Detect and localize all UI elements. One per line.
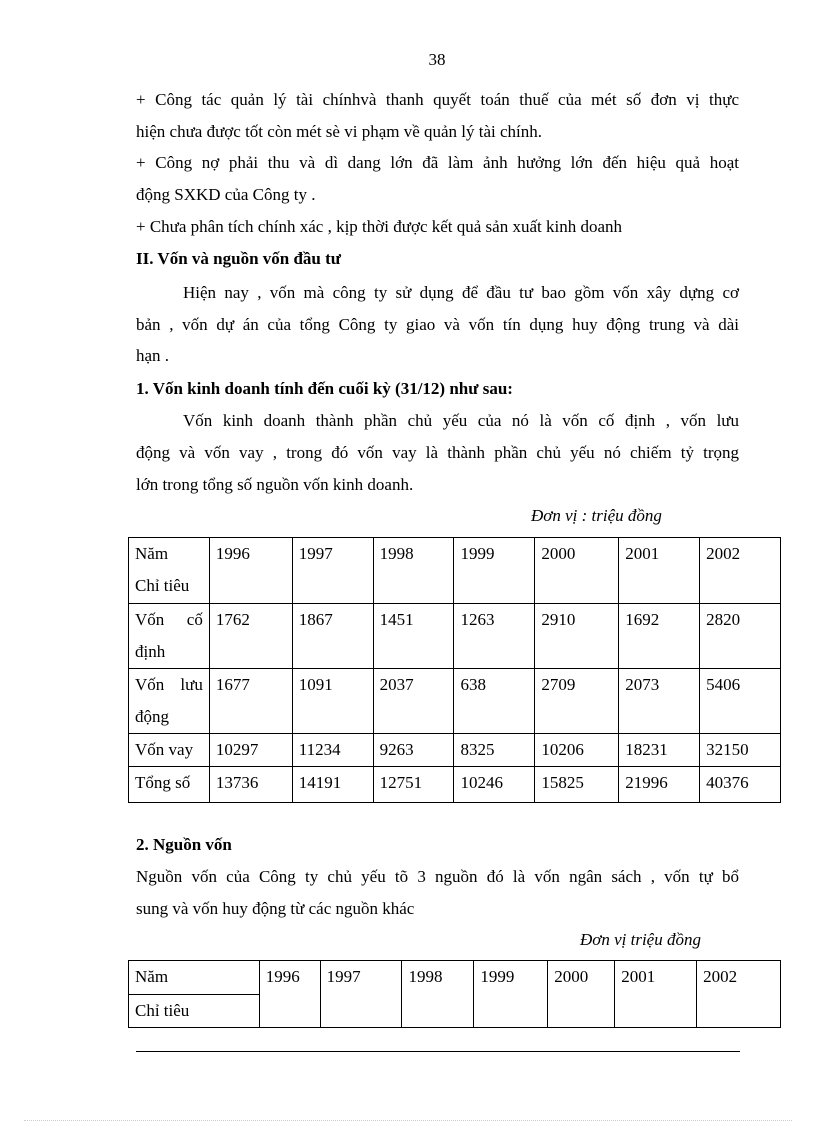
value-cell: 8325 [454,734,535,767]
row-label: Vốn vay [129,734,210,767]
value-cell: 15825 [535,767,619,803]
row-label [129,604,210,669]
paragraph-line: Hiện nay , vốn mà công ty sử dụng để đầu tư bao gồm vốn xây dựng cơ [183,283,739,302]
paragraph-line: bản , vốn dự án của tổng Công ty giao và vốn tín dụng huy động trung và dài [136,315,739,334]
header-indicator-label: Chỉ tiêu [129,995,260,1028]
paragraph-line: sung và vốn huy động từ các nguồn khác [136,899,415,918]
value-cell: 12751 [373,767,454,803]
section-heading: II. Vốn và nguồn vốn đầu tư [136,249,341,268]
value-cell: 14191 [292,767,373,803]
page-number: 38 [428,50,446,69]
value-cell: 10206 [535,734,619,767]
paragraph-line: + Công nợ phải thu và dì dang lớn đã làm ảnh hưởng lớn đến hiệu quả hoạt [136,153,739,172]
year-cell: 1998 [402,961,474,1028]
paragraph-line: hạn . [136,346,170,365]
paragraph-line: + Công tác quản lý tài chínhvà thanh quyết toán thuế của mét số đơn vị thực [136,90,739,109]
header-indicator-label: Chỉ tiêu [135,576,190,595]
year-cell: 2000 [548,961,615,1028]
paragraph-line: Nguồn vốn của Công ty chủ yếu tõ 3 nguồn đó là vốn ngân sách , vốn tự bổ [136,867,739,886]
value-cell: 1692 [619,604,700,669]
year-cell: 1997 [320,961,402,1028]
paragraph-line: hiện chưa được tốt còn mét sè vi phạm về quản lý tài chính. [136,122,543,141]
header-cell [129,538,210,604]
value-cell: 2820 [700,604,781,669]
paragraph-line: + Chưa phân tích chính xác , kịp thời được kết quả sản xuất kinh doanh [136,217,623,236]
capital-table [128,537,781,803]
value-cell: 638 [454,669,535,734]
paragraph-line: lớn trong tổng số nguồn vốn kinh doanh. [136,475,414,494]
subsection-heading: 1. Vốn kinh doanh tính đến cuối kỳ (31/12) như sau: [136,379,513,398]
value-cell: 21996 [619,767,700,803]
value-cell: 5406 [700,669,781,734]
year-cell: 2001 [615,961,697,1028]
year-cell: 1999 [454,538,535,604]
subsection-heading: 2. Nguồn vốn [136,835,232,854]
year-cell: 1999 [474,961,548,1028]
value-cell: 1091 [292,669,373,734]
year-cell: 2002 [700,538,781,604]
value-cell: 2037 [373,669,454,734]
value-cell: 2910 [535,604,619,669]
value-cell: 11234 [292,734,373,767]
value-cell: 1762 [209,604,292,669]
paragraph-line: động và vốn vay , trong đó vốn vay là thành phần chủ yếu nó chiếm tỷ trọng [136,443,739,462]
paragraph-line: động SXKD của Công ty . [136,185,316,204]
value-cell: 1451 [373,604,454,669]
table-row [129,604,781,669]
unit-label: Đơn vị : triệu đồng [531,506,662,525]
table-row [129,669,781,734]
row-label-line: định [135,642,166,661]
footer-divider [136,1051,740,1052]
year-cell: 1996 [209,538,292,604]
page-edge [24,1120,792,1121]
row-label: Tổng số [129,767,210,803]
value-cell: 18231 [619,734,700,767]
row-label-line: động [135,707,169,726]
unit-label: Đơn vị triệu đồng [580,930,701,949]
year-cell: 1998 [373,538,454,604]
row-label-line: Vốn lưu [135,675,203,694]
row-label [129,669,210,734]
year-cell: 2002 [697,961,781,1028]
value-cell: 10297 [209,734,292,767]
value-cell: 1867 [292,604,373,669]
value-cell: 1677 [209,669,292,734]
header-year-label: Năm [135,544,169,563]
value-cell: 2073 [619,669,700,734]
value-cell: 40376 [700,767,781,803]
year-cell: 2001 [619,538,700,604]
row-label-line: Vốn cố [135,610,203,629]
year-cell: 1996 [259,961,320,1028]
value-cell: 9263 [373,734,454,767]
value-cell: 1263 [454,604,535,669]
header-year-label: Năm [129,961,260,995]
value-cell: 13736 [209,767,292,803]
value-cell: 2709 [535,669,619,734]
table-row [129,767,781,803]
year-cell: 2000 [535,538,619,604]
paragraph-line: Vốn kinh doanh thành phần chủ yếu của nó là vốn cố định , vốn lưu [183,411,739,430]
table-row [129,734,781,767]
year-cell: 1997 [292,538,373,604]
value-cell: 32150 [700,734,781,767]
funding-source-table [128,960,781,1028]
value-cell: 10246 [454,767,535,803]
